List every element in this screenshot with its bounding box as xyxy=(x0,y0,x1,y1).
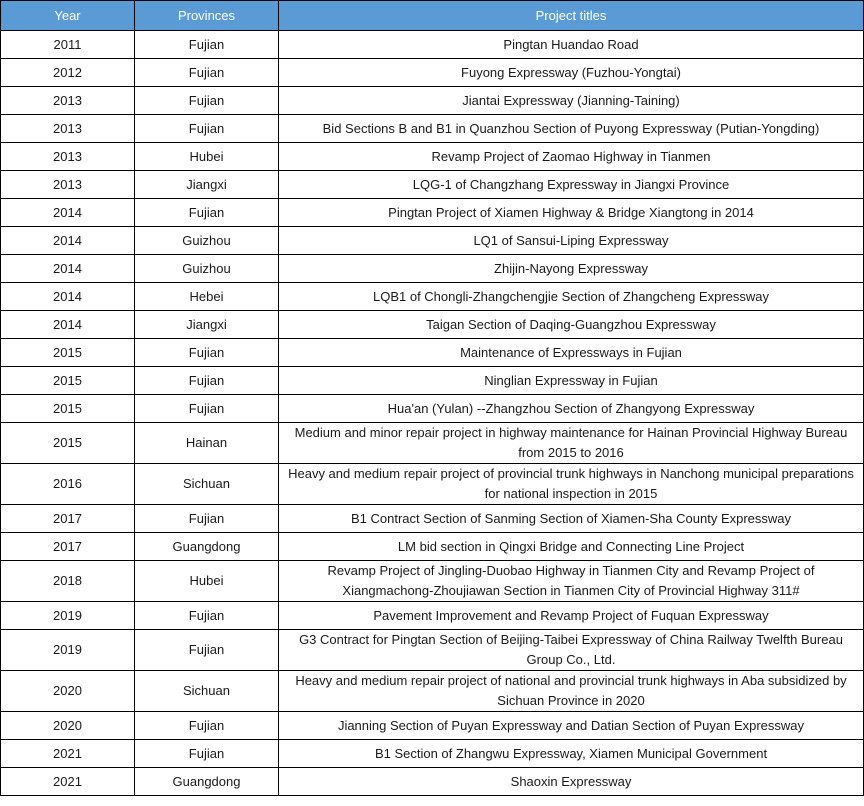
table-row xyxy=(1,311,864,339)
table-row xyxy=(1,561,864,602)
header-row xyxy=(1,1,864,31)
table-row xyxy=(1,87,864,115)
table-row xyxy=(1,31,864,59)
cell-province: Sichuan xyxy=(135,671,279,712)
cell-title: B1 Section of Zhangwu Expressway, Xiamen Municipal Government xyxy=(279,740,864,768)
table-row xyxy=(1,630,864,671)
cell-province: Fujian xyxy=(135,59,279,87)
table-row xyxy=(1,423,864,464)
cell-province: Fujian xyxy=(135,367,279,395)
cell-province: Guizhou xyxy=(135,227,279,255)
table-row xyxy=(1,505,864,533)
cell-province: Fujian xyxy=(135,31,279,59)
table-row xyxy=(1,602,864,630)
cell-title: LQB1 of Chongli-Zhangchengjie Section of Zhangcheng Expressway xyxy=(279,283,864,311)
header-year: Year xyxy=(1,1,135,31)
cell-province: Guizhou xyxy=(135,255,279,283)
cell-title: Shaoxin Expressway xyxy=(279,768,864,796)
cell-year: 2019 xyxy=(1,630,135,671)
cell-title: Maintenance of Expressways in Fujian xyxy=(279,339,864,367)
table-row xyxy=(1,339,864,367)
cell-title: LQG-1 of Changzhang Expressway in Jiangxi Province xyxy=(279,171,864,199)
cell-province: Fujian xyxy=(135,602,279,630)
cell-title: Ninglian Expressway in Fujian xyxy=(279,367,864,395)
cell-province: Guangdong xyxy=(135,533,279,561)
cell-province: Fujian xyxy=(135,115,279,143)
cell-title: Hua'an (Yulan) --Zhangzhou Section of Zhangyong Expressway xyxy=(279,395,864,423)
cell-year: 2014 xyxy=(1,199,135,227)
cell-year: 2016 xyxy=(1,464,135,505)
cell-year: 2019 xyxy=(1,602,135,630)
table-row xyxy=(1,395,864,423)
cell-title: Heavy and medium repair project of provincial trunk highways in Nanchong municipal preparations for national inspection in 2015 xyxy=(279,464,864,505)
cell-year: 2012 xyxy=(1,59,135,87)
table-row xyxy=(1,740,864,768)
cell-title: LQ1 of Sansui-Liping Expressway xyxy=(279,227,864,255)
table-row xyxy=(1,199,864,227)
cell-province: Fujian xyxy=(135,87,279,115)
table-row xyxy=(1,464,864,505)
cell-title: Jiantai Expressway (Jianning-Taining) xyxy=(279,87,864,115)
cell-province: Fujian xyxy=(135,339,279,367)
cell-year: 2014 xyxy=(1,311,135,339)
cell-year: 2011 xyxy=(1,31,135,59)
cell-title: Pingtan Project of Xiamen Highway & Bridge Xiangtong in 2014 xyxy=(279,199,864,227)
table-row xyxy=(1,533,864,561)
cell-title: LM bid section in Qingxi Bridge and Connecting Line Project xyxy=(279,533,864,561)
cell-year: 2013 xyxy=(1,115,135,143)
table-row xyxy=(1,59,864,87)
cell-province: Fujian xyxy=(135,199,279,227)
cell-year: 2015 xyxy=(1,395,135,423)
header-title: Project titles xyxy=(279,1,864,31)
cell-year: 2021 xyxy=(1,740,135,768)
cell-title: Jianning Section of Puyan Expressway and Datian Section of Puyan Expressway xyxy=(279,712,864,740)
cell-year: 2014 xyxy=(1,227,135,255)
cell-title: G3 Contract for Pingtan Section of Beijing-Taibei Expressway of China Railway Twelfth Bureau Group Co., Ltd. xyxy=(279,630,864,671)
cell-province: Hubei xyxy=(135,143,279,171)
cell-title: Heavy and medium repair project of national and provincial trunk highways in Aba subsidized by Sichuan Province in 2020 xyxy=(279,671,864,712)
table-body xyxy=(1,31,864,796)
cell-year: 2015 xyxy=(1,423,135,464)
cell-province: Jiangxi xyxy=(135,171,279,199)
cell-year: 2017 xyxy=(1,505,135,533)
cell-province: Sichuan xyxy=(135,464,279,505)
cell-year: 2013 xyxy=(1,171,135,199)
table-header xyxy=(1,1,864,31)
cell-province: Hainan xyxy=(135,423,279,464)
cell-province: Hubei xyxy=(135,561,279,602)
table-row xyxy=(1,768,864,796)
cell-province: Fujian xyxy=(135,630,279,671)
cell-province: Fujian xyxy=(135,505,279,533)
cell-province: Fujian xyxy=(135,395,279,423)
cell-year: 2015 xyxy=(1,339,135,367)
cell-province: Jiangxi xyxy=(135,311,279,339)
table-row xyxy=(1,255,864,283)
cell-year: 2013 xyxy=(1,87,135,115)
cell-title: Pingtan Huandao Road xyxy=(279,31,864,59)
table-row xyxy=(1,115,864,143)
cell-title: Bid Sections B and B1 in Quanzhou Section of Puyong Expressway (Putian-Yongding) xyxy=(279,115,864,143)
header-province: Provinces xyxy=(135,1,279,31)
cell-year: 2015 xyxy=(1,367,135,395)
cell-title: Zhijin-Nayong Expressway xyxy=(279,255,864,283)
table-row xyxy=(1,712,864,740)
cell-title: B1 Contract Section of Sanming Section of Xiamen-Sha County Expressway xyxy=(279,505,864,533)
cell-title: Revamp Project of Zaomao Highway in Tianmen xyxy=(279,143,864,171)
cell-year: 2020 xyxy=(1,671,135,712)
cell-province: Fujian xyxy=(135,740,279,768)
table-row xyxy=(1,367,864,395)
cell-year: 2021 xyxy=(1,768,135,796)
cell-year: 2020 xyxy=(1,712,135,740)
cell-province: Guangdong xyxy=(135,768,279,796)
cell-title: Medium and minor repair project in highway maintenance for Hainan Provincial Highway Bureau from 2015 to 2016 xyxy=(279,423,864,464)
cell-title: Taigan Section of Daqing-Guangzhou Expressway xyxy=(279,311,864,339)
table-row xyxy=(1,227,864,255)
cell-year: 2017 xyxy=(1,533,135,561)
cell-year: 2013 xyxy=(1,143,135,171)
cell-year: 2014 xyxy=(1,255,135,283)
table-row xyxy=(1,671,864,712)
cell-year: 2014 xyxy=(1,283,135,311)
cell-title: Revamp Project of Jingling-Duobao Highway in Tianmen City and Revamp Project of Xiangmachong-Zhoujiawan Section in Tianmen City of Provincial Highway 311# xyxy=(279,561,864,602)
table-row xyxy=(1,171,864,199)
cell-province: Fujian xyxy=(135,712,279,740)
table-row xyxy=(1,143,864,171)
cell-province: Hebei xyxy=(135,283,279,311)
table-row xyxy=(1,283,864,311)
cell-title: Pavement Improvement and Revamp Project of Fuquan Expressway xyxy=(279,602,864,630)
cell-year: 2018 xyxy=(1,561,135,602)
cell-title: Fuyong Expressway (Fuzhou-Yongtai) xyxy=(279,59,864,87)
